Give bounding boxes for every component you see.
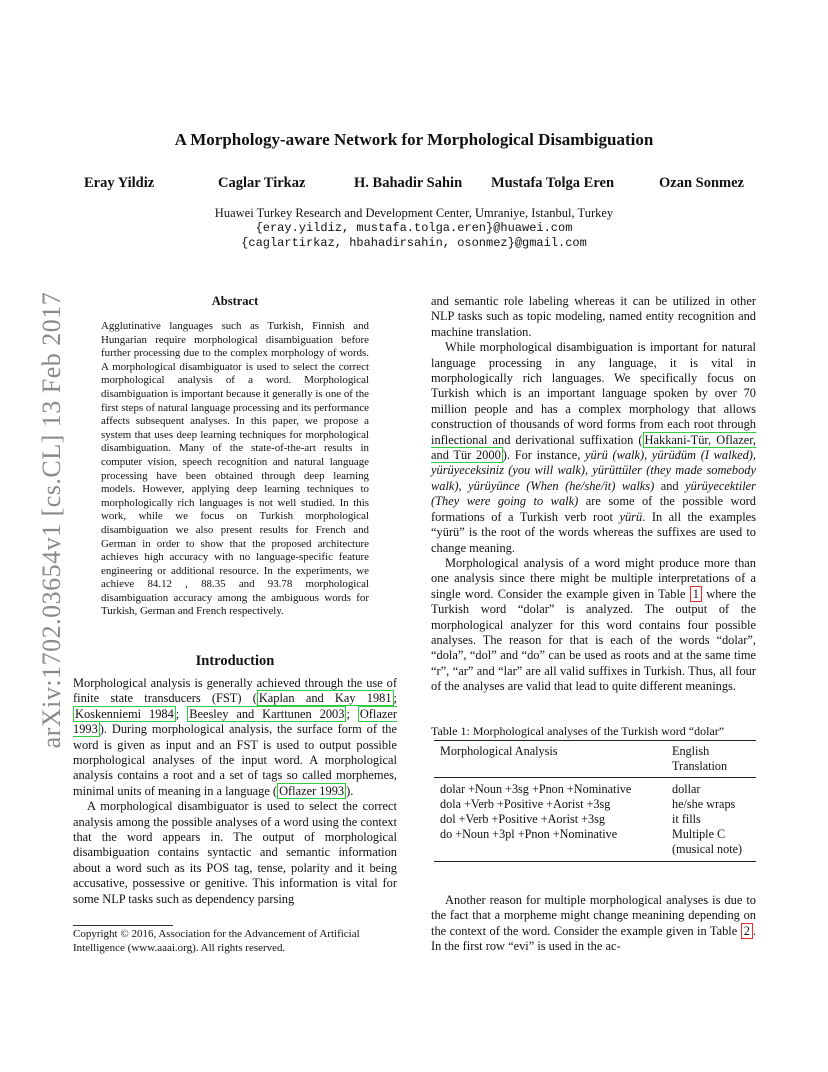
left-column-text: [73, 676, 397, 907]
table-row: [434, 812, 756, 827]
table-header-row: [434, 741, 756, 778]
copyright-footnote: Copyright © 2016, Association for the Advancement of Artificial Intelligence (www.aaai.org). All rights reserved.: [73, 928, 360, 954]
table-header-cell: English Translation: [666, 741, 756, 778]
right-column-text: [431, 294, 756, 695]
table-cell: dollar: [672, 782, 701, 796]
abstract-heading: Abstract: [211, 294, 259, 308]
table-cell: it fills: [672, 812, 701, 826]
email-line: {caglartirkaz, hbahadirsahin, osonmez}@gmail.com: [241, 236, 587, 250]
email-line: {eray.yildiz, mustafa.tolga.eren}@huawei.com: [255, 221, 573, 235]
paragraph: and semantic role labeling whereas it can be utilized in other NLP tasks such as topic modeling, named entity recognition and machine translation.: [431, 294, 756, 339]
table-row: [434, 797, 756, 812]
paragraph: While morphological disambiguation is important for natural language processing in any language, it is vital in morphologically rich languages. We specifically focus on Turkish which is an important language spoken by over 70 million people and has a complex morphology that allows construction of thousands of word forms from each root through inflectional and derivational suffixation ( Hakkani-Tür, Oflazer, and Tür 2000 ). For instance, yürü (walk), yürüdüm (I walked), yürüyeceksiniz (you will walk), yürüttüler (they made somebody walk), yürüyünce (When (he/she/it) walks) and yürüyecektiler (They were going to walk) are some of the possible word formations of a Turkish verb root yürü. In all the examples “yürü” is the root of the words whereas the suffixes are used to change meaning.: [431, 340, 757, 555]
table-cell: dola +Verb +Positive +Aorist +3sg: [440, 797, 611, 811]
footnote-divider: [73, 925, 173, 926]
citation-link[interactable]: Oflazer 1993: [73, 706, 397, 737]
citation-link[interactable]: Koskenniemi 1984: [75, 706, 174, 721]
citation-link[interactable]: Oflazer 1993: [279, 783, 345, 798]
abstract-text: Agglutinative languages such as Turkish, Finnish and Hungarian require morphological disambiguation before further processing due to the complex morphology of words. A morphological disambiguator is used to select the correct morphological analysis of a word. Morphological disambiguation is important because it generally is one of the first steps of natural language processing and its performance affects subsequent analyses. In this paper, we propose a system that uses deep learning techniques for morphological disambiguation. Many of the state-of-the-art results in computer vision, speech recognition and natural language processing have been obtained through deep learning models. However, applying deep learning techniques to morphologically rich languages is not well studied. In this work, while we focus on Turkish morphological disambiguation we also present results for French and German in order to show that the proposed architecture achieves high accuracy with no language-specific feature engineering or additional resource. In the experiments, we achieve 84.12 , 88.35 and 93.78 morphological disambiguation accuracy among the ambiguous words for Turkish, German and French respectively.: [101, 320, 369, 618]
table-reference-link[interactable]: 2: [741, 923, 753, 939]
paragraph: A morphological disambiguator is used to select the correct analysis among the possible analyses of a word using the context that the word appears in. The output of morphological disambiguation contains syntactic and semantic information about a word such as its POS tag, tense, polarity and it being accusative, possessive or genitive. This information is vital for some NLP tasks such as dependency parsing: [73, 799, 397, 906]
citation-link[interactable]: Beesley and Karttunen 2003: [189, 706, 345, 721]
paragraph: Another reason for multiple morphological analyses is due to the fact that a morpheme might change meanining depending on the context of the word. Consider the example given in Table 2 . In the first row “evi” is used in the ac-: [431, 893, 756, 954]
paragraph: Morphological analysis of a word might produce more than one analysis since there might be multiple interpretations of a single word. Consider the example given in Table 1 where the Turkish word “dolar” is analyzed. The output of the morphological analyzer for this word contains four possible analyses. The reason for that is each of the words “dolar”, “dola”, “dol” and “do” can be used as roots and at the same time “r”, “ar” and “lar” are all valid suffixes in Turkish. Thus, all four of the analyses are valid that lead to quite different meanings.: [431, 555, 756, 694]
author-name: H. Bahadir Sahin: [354, 175, 463, 191]
table-caption: Table 1: Morphological analyses of the Turkish word “dolar”: [431, 724, 725, 738]
arxiv-stamp: arXiv:1702.03654v1 [cs.CL] 13 Feb 2017: [37, 291, 66, 749]
table-cell: he/she wraps: [672, 797, 736, 811]
paper-title: A Morphology-aware Network for Morphological Disambiguation: [174, 130, 654, 149]
affiliation: Huawei Turkey Research and Development Center, Umraniye, Istanbul, Turkey: [214, 206, 614, 220]
section-heading-introduction: Introduction: [195, 653, 275, 669]
citation-link[interactable]: Hakkani-Tür, Oflazer, and Tür 2000: [431, 432, 756, 463]
table-cell: dol +Verb +Positive +Aorist +3sg: [440, 812, 605, 826]
paragraph: Morphological analysis is generally achieved through the use of finite state transducers (FST) ( Kaplan and Kay 1981 ; Koskenniemi 1984 ; Beesley and Karttunen 2003 ; Oflazer 1993 ). During morphological analysis, the surface form of the word is given as input and an FST is used to output possible morphological analyses of the input word. A morphological analysis contains a root and a set of tags so called morphemes, minimal units of meaning in a language ( Oflazer 1993 ).: [73, 676, 397, 798]
table-reference-link[interactable]: 1: [690, 586, 702, 602]
author-name: Ozan Sonmez: [659, 175, 744, 191]
citation-link[interactable]: Kaplan and Kay 1981: [258, 691, 392, 706]
right-column-text-bottom: [431, 893, 756, 955]
table-header-cell: Morphological Analysis: [434, 741, 666, 778]
author-name: Caglar Tirkaz: [218, 175, 306, 191]
author-name: Mustafa Tolga Eren: [491, 175, 615, 191]
table-row: [434, 778, 756, 798]
table-cell: Multiple C (musical note): [666, 827, 756, 862]
affiliation-block: [0, 206, 828, 251]
table-row: [434, 827, 756, 862]
table-cell: dolar +Noun +3sg +Pnon +Nominative: [440, 782, 632, 796]
author-name: Eray Yildiz: [84, 175, 155, 191]
table-cell: do +Noun +3pl +Pnon +Nominative: [434, 827, 666, 862]
analysis-table: [434, 740, 756, 862]
